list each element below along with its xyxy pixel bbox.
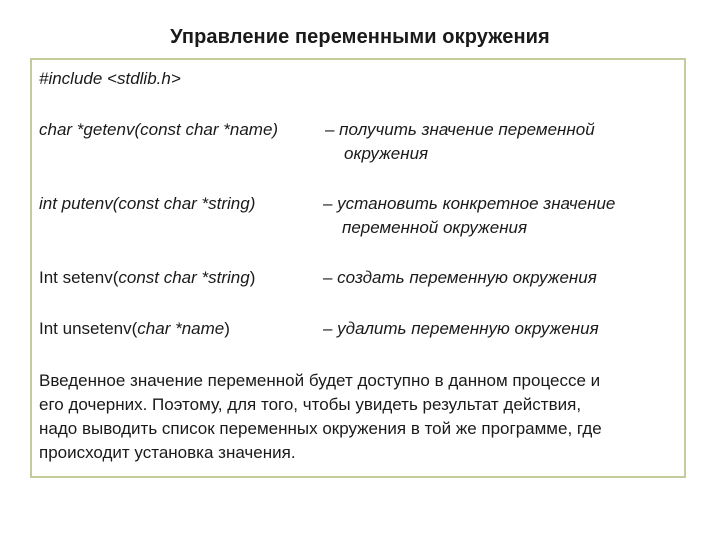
paragraph-line-1: Введенное значение переменной будет доступно в данном процессе и [39,371,601,390]
putenv-description-line1: – установить конкретное значение [323,194,616,213]
getenv-signature: char *getenv(const char *name) [39,120,279,139]
unsetenv-description: – удалить переменную окружения [323,319,599,338]
content-panel [30,58,686,478]
paragraph-line-4: происходит установка значения. [39,443,296,462]
setenv-signature-prefix: Int setenv( [39,268,119,287]
putenv-description-line2: переменной окружения [342,218,528,237]
setenv-signature-args: const char *string [118,268,250,287]
explanation-paragraph [39,369,679,465]
unsetenv-signature-prefix: Int unsetenv( [39,319,138,338]
setenv-signature-suffix: ) [249,268,256,287]
include-line: #include <stdlib.h> [39,69,181,88]
unsetenv-signature [39,317,230,341]
paragraph-line-2: его дочерних. Поэтому, для того, чтобы увидеть результат действия, [39,395,582,414]
setenv-description: – создать переменную окружения [323,268,597,287]
getenv-description-line2: окружения [344,144,429,163]
getenv-description-line1: – получить значение переменной [325,120,595,139]
putenv-signature: int putenv(const char *string) [39,194,256,213]
setenv-signature [39,266,255,290]
paragraph-line-3: надо выводить список переменных окружения в той же программе, где [39,419,602,438]
slide-title: Управление переменными окружения [170,26,550,48]
unsetenv-signature-suffix: ) [224,319,230,338]
unsetenv-signature-args: char *name [137,319,225,338]
